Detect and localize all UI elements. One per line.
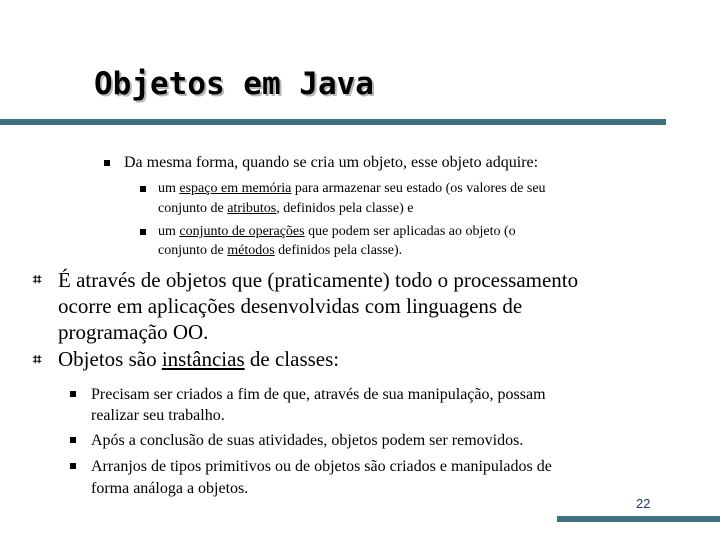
sub-item-created-line1: Precisam ser criados a fim de que, através de sua manipulação, possam — [91, 386, 546, 403]
title-divider — [0, 119, 666, 125]
square-bullet-icon — [70, 463, 76, 469]
term-methods: métodos — [227, 243, 275, 258]
sub-item-created-line2: realizar seu trabalho. — [91, 407, 225, 424]
page-number: 22 — [636, 496, 651, 511]
square-bullet-icon — [140, 229, 146, 235]
main-item-instances: Objetos são instâncias de classes: — [58, 347, 340, 371]
main-item-processing-line2: ocorre em aplicações desenvolvidas com linguagens de — [58, 294, 523, 318]
term-attributes: atributos — [227, 201, 277, 216]
sub-item-memory-line2: conjunto de atributos, definidos pela classe) e — [158, 201, 414, 216]
sub-item-arrays-line1: Arranjos de tipos primitivos ou de objetos são criados e manipulados de — [91, 458, 552, 475]
sub-item-memory-line1: um espaço em memória para armazenar seu estado (os valores de seu — [158, 181, 546, 196]
intro-text: Da mesma forma, quando se cria um objeto, esse objeto adquire: — [124, 154, 539, 171]
footer-divider — [557, 516, 720, 522]
hash-bullet-icon: ⌗ — [33, 350, 42, 368]
term-operations: conjunto de operações — [179, 224, 305, 239]
term-memory-space: espaço em memória — [179, 181, 292, 196]
slide-title: Objetos em Java — [94, 66, 374, 102]
square-bullet-icon — [140, 186, 146, 192]
term-instances: instâncias — [161, 347, 245, 371]
sub-item-operations-line2: conjunto de métodos definidos pela classe). — [158, 243, 403, 258]
square-bullet-icon — [70, 437, 76, 443]
square-bullet-icon — [70, 391, 76, 397]
sub-item-removed: Após a conclusão de suas atividades, objetos podem ser removidos. — [91, 432, 524, 449]
sub-item-arrays-line2: forma análoga a objetos. — [91, 480, 249, 497]
main-item-processing-line1: É através de objetos que (praticamente) todo o processamento — [58, 268, 579, 292]
main-item-processing-line3: programação OO. — [58, 320, 209, 344]
hash-bullet-icon: ⌗ — [33, 270, 42, 288]
sub-item-operations-line1: um conjunto de operações que podem ser aplicadas ao objeto (o — [158, 224, 516, 239]
square-bullet-icon — [104, 160, 110, 166]
